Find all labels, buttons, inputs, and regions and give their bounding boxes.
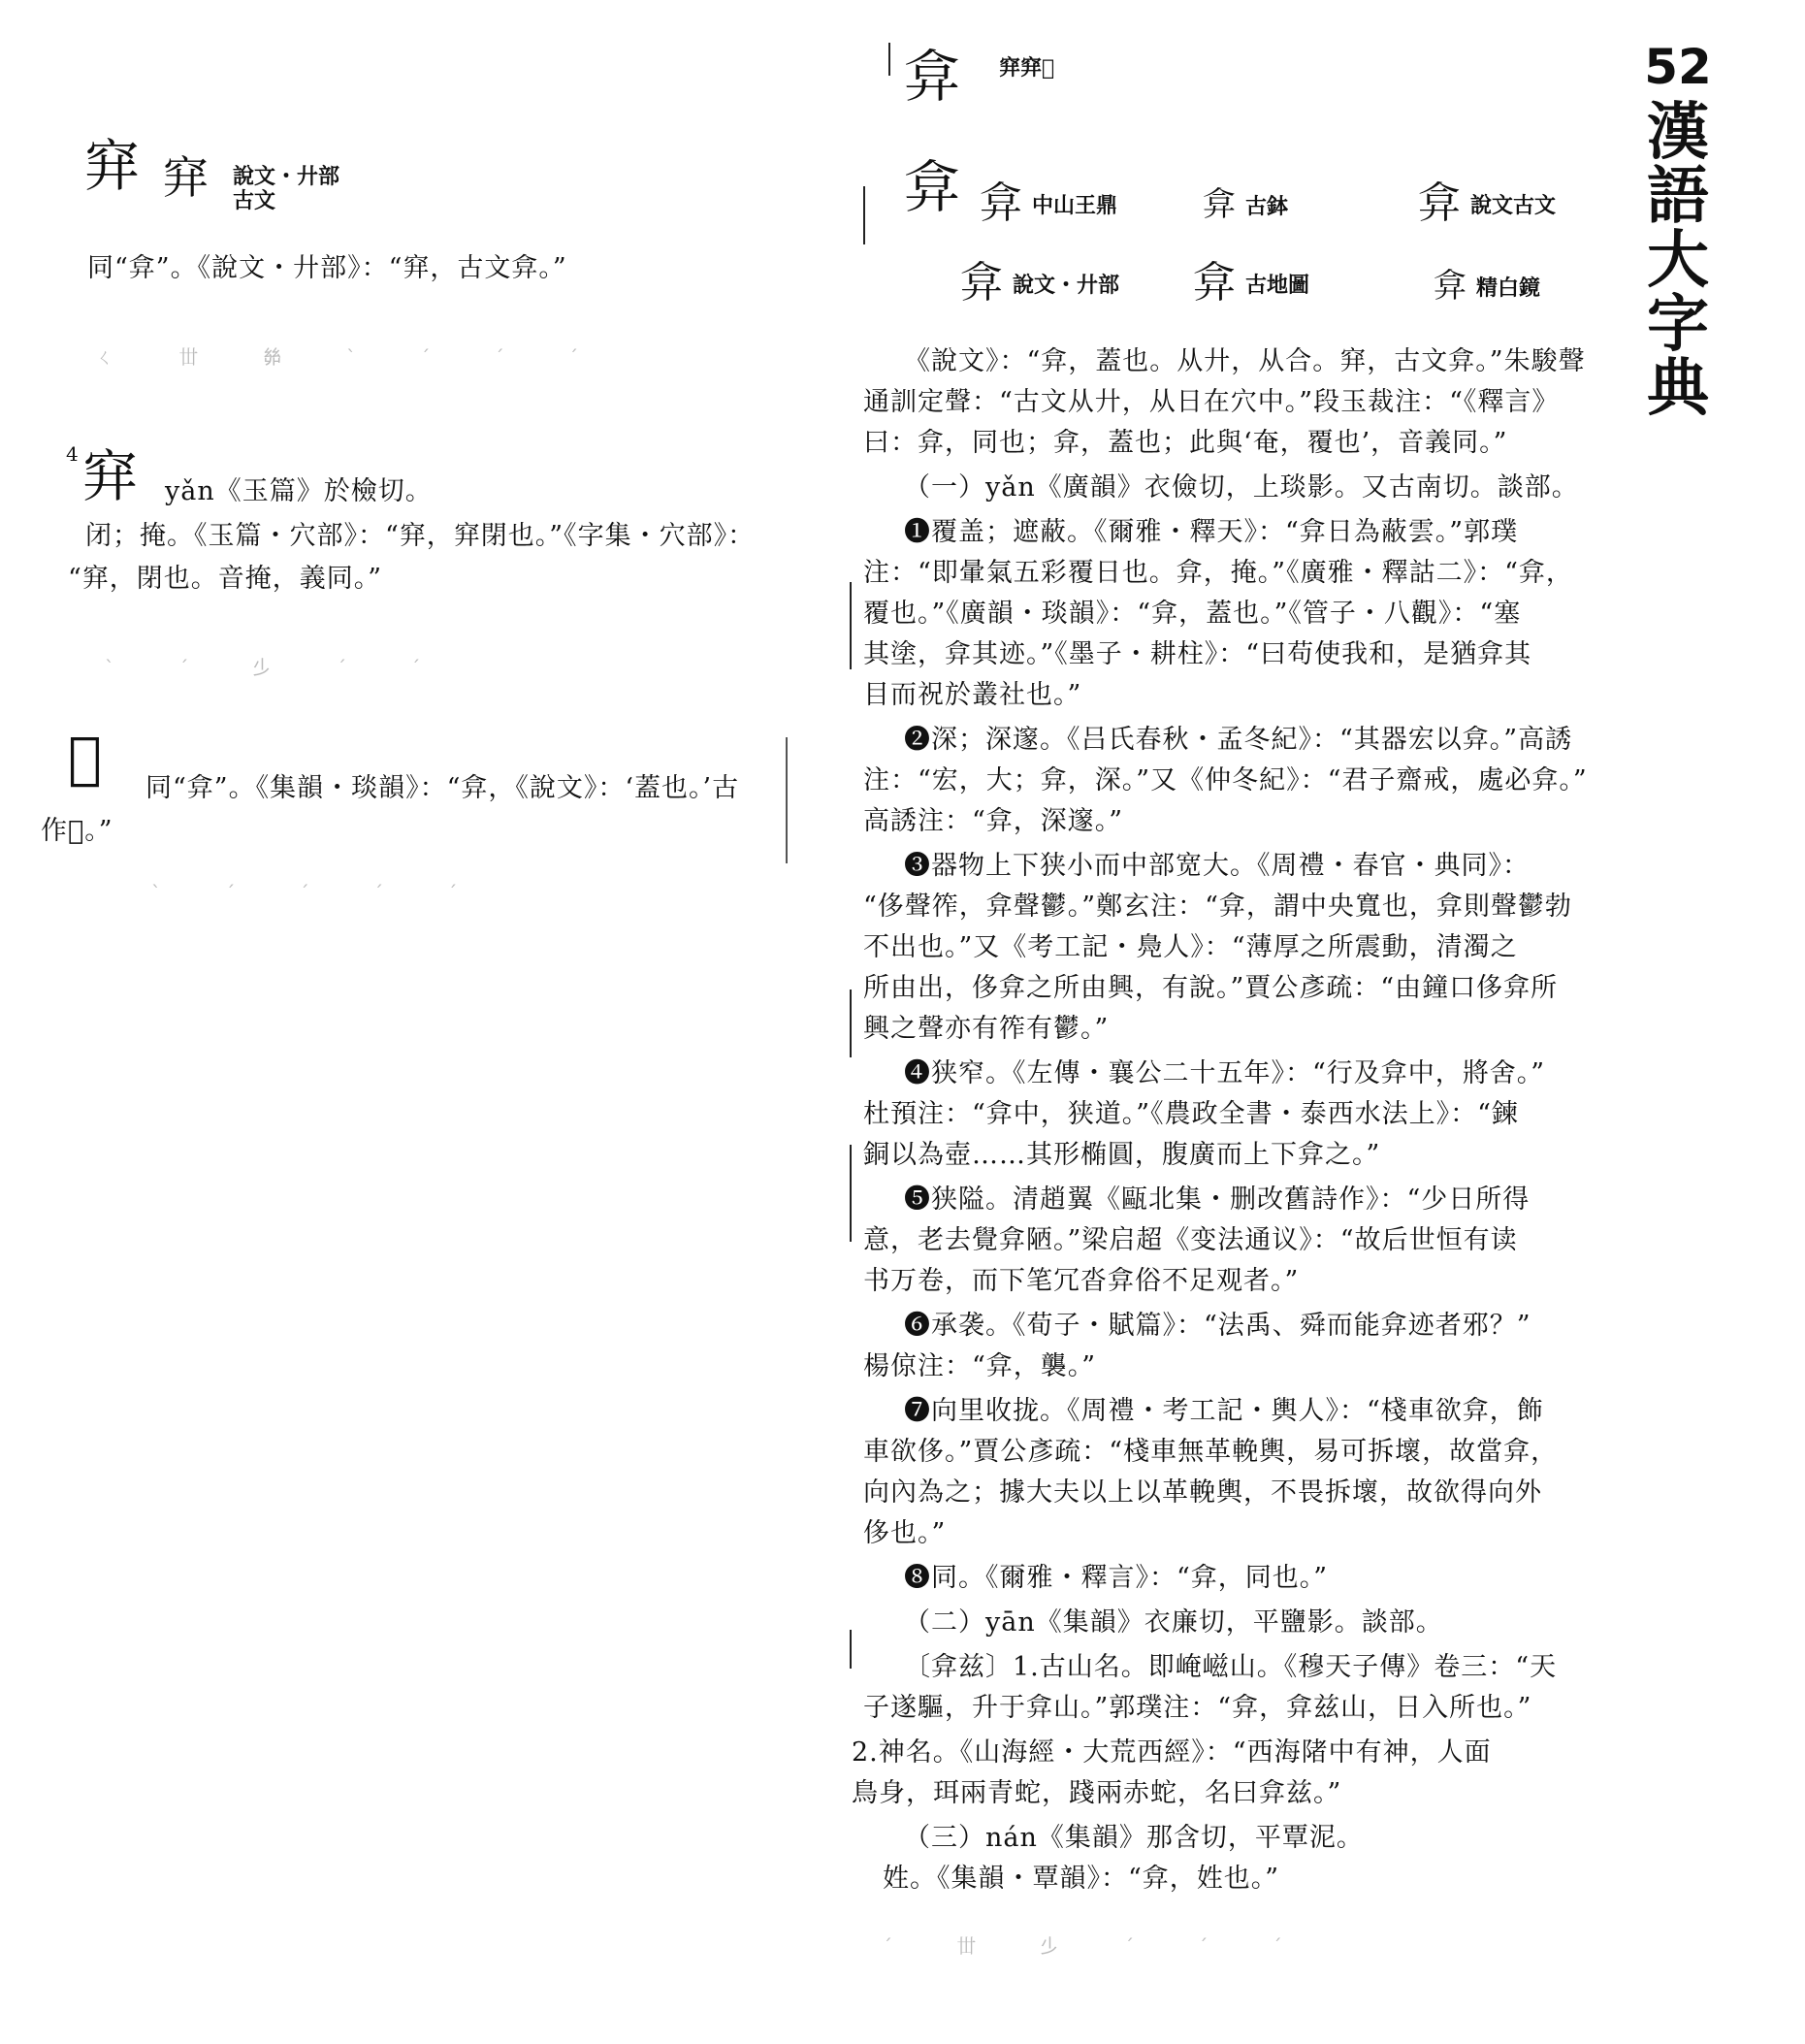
sense-6-line: 楊倞注：“弇，襲。” — [863, 1351, 1097, 1381]
sense-4-line: ❹狭窄。《左傳・襄公二十五年》：“行及弇中，將舍。” — [904, 1058, 1546, 1088]
sense-3-line: 所由出，侈弇之所由興，有說。”賈公彥疏：“由鐘口侈弇所 — [863, 973, 1559, 1003]
entry-head-3 — [68, 725, 102, 791]
sense-3 — [863, 846, 1629, 1050]
sense-3-line: “侈聲筰，弇聲鬱。”鄭玄注：“弇，謂中央寬也，弇則聲鬱勃 — [863, 892, 1572, 922]
entry-text-2-line1: 闭；掩。《玉篇・穴部》：“穽，穽閉也。”《字集・穴部》： — [85, 521, 756, 551]
sense-2-line: 注：“宏，大；弇，深。”又《仲冬紀》：“君子齋戒，處必弇。” — [863, 765, 1588, 795]
sense-5-line: 意，老去覺弇陋。”梁启超《变法通议》：“故后世恒有读 — [863, 1225, 1518, 1255]
yanzi-entry — [863, 1647, 1629, 1729]
sense-6-line: ❻承袭。《荀子・賦篇》：“法禹、舜而能弇迹者邪？” — [904, 1311, 1531, 1341]
form-shuowen-gongbu — [960, 258, 1120, 308]
sense-1-line: 覆也。”《廣韻・琰韻》：“弇，蓋也。”《管子・八觀》：“塞 — [863, 599, 1522, 629]
sense-1-line: ❶覆盖；遮蔽。《爾雅・釋天》：“弇日為蔽雲。”郭璞 — [904, 517, 1519, 547]
page-number: 52 — [1644, 39, 1712, 95]
entry-text-3-line1: 同“弇”。《集韻・琰韻》：“弇，《說文》：‘蓋也。’古 — [145, 773, 740, 803]
form-jingbai — [1434, 267, 1541, 306]
headword: 穽 — [83, 133, 141, 199]
headword: 𡫏 — [68, 725, 102, 791]
margin-rule-top — [888, 43, 890, 76]
sense-2-line: 高誘注：“弇，深邃。” — [863, 806, 1124, 836]
margin-rule-3 — [850, 582, 852, 669]
sense-5-line: 书万卷，而下笔冗沓弇俗不足观者。” — [863, 1266, 1300, 1296]
left-column — [0, 0, 805, 2044]
source-line-2: 古文 — [233, 188, 276, 214]
form-glyph: 弇 — [980, 178, 1022, 228]
sense-1-line: 注：“即暈氣五彩覆日也。弇，掩。”《廣雅・釋詁二》：“弇， — [863, 558, 1573, 588]
sense-6 — [863, 1306, 1629, 1387]
margin-rule-4 — [850, 990, 852, 1057]
entry-head-1 — [83, 133, 141, 199]
book-title-char: 字 — [1647, 288, 1709, 361]
sense-4-line: 銅以為壺……其形椭圓，腹廣而上下弇之。” — [863, 1140, 1381, 1170]
form-label: 說文・廾部 — [1013, 272, 1120, 298]
reading-1: （一）yǎn《廣韻》衣儉切，上琰影。又古南切。談部。 — [904, 472, 1579, 503]
main-head-1 — [904, 44, 961, 110]
book-title-char: 語 — [1647, 160, 1709, 233]
book-title — [1639, 96, 1717, 425]
head-variants: 穽穽𡫏 — [999, 55, 1055, 81]
form-zhongshan — [980, 178, 1118, 228]
form-label: 古地圖 — [1245, 272, 1310, 298]
pronunciation: yǎn《玉篇》於檢切。 — [165, 476, 433, 506]
margin-rule-5 — [850, 1145, 852, 1242]
intro-line-3: 曰：弇，同也；弇，蓋也；此與‘奄，覆也’，音義同。” — [863, 428, 1508, 458]
entry-head-2 — [81, 443, 139, 509]
form-glyph: 弇 — [1203, 185, 1236, 224]
book-title-char: 典 — [1647, 352, 1709, 425]
sense-1-line: 其塗，弇其迹。”《墨子・耕柱》：“曰苟使我和，是猶弇其 — [863, 639, 1532, 669]
sense-1-line: 目而祝於叢社也。” — [863, 680, 1082, 710]
yanzi-line: 子遂驅，升于弇山。”郭璞注：“弇，弇兹山，日入所也。” — [863, 1693, 1532, 1723]
sense-4-line: 杜預注：“弇中，狭道。”《農政全書・泰西水法上》：“鍊 — [863, 1099, 1519, 1129]
scan-noise-bottom: ˊ 丗 𣥂 ˊ ˊ ˊ — [883, 1934, 1311, 1958]
form-label: 古鉢 — [1245, 193, 1289, 219]
form-label: 精白鏡 — [1476, 275, 1541, 301]
form-shuowen-guwen — [1418, 178, 1557, 228]
sense-4 — [863, 1054, 1629, 1176]
scan-noise-1: ㄑ 丗 𢇇 ˋ ˊ ˊ ˊ — [95, 345, 608, 369]
form-gudi — [1193, 258, 1310, 308]
yanzi-entry-2 — [852, 1733, 1629, 1814]
headword: 穽 — [81, 443, 139, 509]
book-title-char: 漢 — [1647, 96, 1709, 169]
source-line-1: 說文・廾部 — [233, 164, 340, 189]
form-glyph: 弇 — [1434, 267, 1467, 306]
sense-1 — [863, 512, 1629, 716]
right-column — [844, 0, 1649, 2044]
reading-2: （二）yān《集韻》衣廉切，平鹽影。談部。 — [904, 1607, 1443, 1638]
sense-7-line: 車欲侈。”賈公彥疏：“棧車無革輓輿，易可拆壞，故當弇， — [863, 1437, 1559, 1467]
book-title-char: 大 — [1647, 224, 1709, 297]
entry-text-3-line2: 作𡫏。” — [41, 816, 113, 846]
sense-5-line: ❺狭隘。清趙翼《甌北集・删改舊詩作》：“少日所得 — [904, 1184, 1531, 1215]
scan-noise-2: ˋ ˊ 𣥂 ˊ ˊ — [105, 656, 450, 679]
seal-script-glyph: 穽 — [161, 151, 210, 204]
headword: 弇 — [904, 154, 961, 220]
form-label: 中山王鼎 — [1032, 192, 1118, 218]
yanzi2-line: 2.神名。《山海經・大荒西經》：“西海陼中有神，人面 — [852, 1737, 1492, 1768]
margin-rule-6 — [850, 1630, 852, 1669]
sense-3-line: 興之聲亦有筰有鬱。” — [863, 1014, 1110, 1044]
scan-noise-3: ˋ ˊ ˊ ˊ ˊ — [151, 881, 487, 904]
main-head-2 — [904, 154, 961, 220]
sense-7-line: 向內為之；據大夫以上以革輓輿，不畏拆壞，故欲得向外 — [863, 1477, 1542, 1508]
margin-rule-2 — [863, 186, 865, 244]
seal-glyph — [161, 151, 210, 204]
reading-3: （三）nán《集韻》那含切，平覃泥。 — [904, 1823, 1364, 1853]
headword: 弇 — [904, 44, 961, 110]
sense-2-line: ❷深；深邃。《吕氏春秋・孟冬紀》：“其器宏以弇。”高誘 — [904, 725, 1573, 755]
source-note — [233, 165, 339, 214]
column-rule — [786, 737, 788, 863]
yanzi-line: 〔弇兹〕1.古山名。即崦嵫山。《穆天子傳》卷三：“天 — [904, 1652, 1558, 1682]
sense-2 — [863, 720, 1629, 842]
sense-3-line: 不出也。”又《考工記・鳧人》：“薄厚之所震動，清濁之 — [863, 932, 1518, 962]
form-glyph: 弇 — [1193, 258, 1236, 308]
sense-5 — [863, 1180, 1629, 1302]
stroke-count: 4 — [66, 442, 79, 466]
entry-text-2-line2: “穽，閉也。音掩，義同。” — [68, 564, 383, 594]
sense-8 — [863, 1558, 1629, 1599]
form-glyph: 弇 — [1418, 178, 1461, 228]
definition-body — [852, 341, 1629, 1899]
intro-line-2: 通訓定聲：“古文从廾，从日在穴中。”段玉裁注：“《釋言》 — [863, 387, 1560, 417]
form-glyph: 弇 — [960, 258, 1003, 308]
sense-7-line: ❼向里收拢。《周禮・考工記・輿人》：“棧車欲弇，飾 — [904, 1396, 1544, 1426]
sense-7-line: 侈也。” — [863, 1518, 947, 1548]
page-header — [1639, 39, 1717, 425]
sense-3-line: ❸器物上下狭小而中部宽大。《周禮・春官・典同》： — [904, 851, 1530, 881]
sense-8-line: ❽同。《爾雅・釋言》：“弇，同也。” — [904, 1563, 1329, 1593]
entry-text-1: 同“弇”。《說文・廾部》：“穽，古文弇。” — [87, 253, 567, 283]
surname-sense: 姓。《集韻・覃韻》：“弇，姓也。” — [883, 1864, 1280, 1894]
sense-7 — [863, 1391, 1629, 1554]
yanzi2-line: 鳥身，珥兩青蛇，踐兩赤蛇，名曰弇兹。” — [852, 1778, 1342, 1808]
form-label: 說文古文 — [1470, 192, 1557, 218]
form-gubo — [1203, 185, 1289, 224]
intro-line-1: 《說文》：“弇，蓋也。从廾，从合。穽，古文弇。”朱駿聲 — [904, 346, 1586, 376]
